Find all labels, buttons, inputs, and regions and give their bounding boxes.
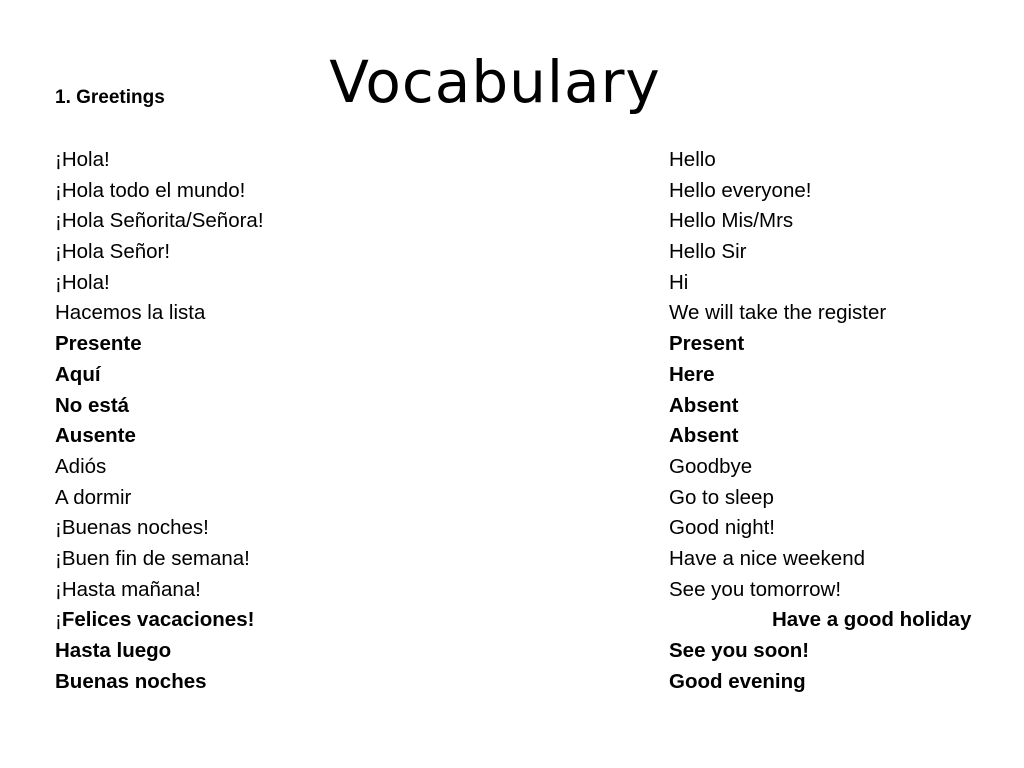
vocab-row [0, 667, 1024, 698]
english-translation: Present [669, 332, 745, 356]
vocab-row [0, 360, 1024, 391]
vocab-row [0, 544, 1024, 575]
spanish-phrase: Adiós [55, 454, 107, 478]
spanish-phrase: Hasta luego [55, 639, 172, 662]
spanish-phrase: ¡Hasta mañana! [55, 577, 201, 601]
spanish-phrase: No está [55, 393, 130, 417]
inverted-exclamation: ¡ [55, 608, 62, 632]
spanish-phrase: ¡Hola Señor! [55, 240, 171, 264]
vocab-row [0, 636, 1024, 667]
english-translation: Hello [669, 148, 716, 171]
vocab-row [0, 605, 1024, 636]
vocab-row [0, 145, 1024, 176]
english-translation: Absent [669, 393, 739, 417]
english-translation: See you soon! [669, 639, 810, 662]
english-translation: Have a nice weekend [669, 546, 866, 570]
vocab-row [0, 391, 1024, 422]
vocab-row [0, 206, 1024, 237]
english-translation: Have a good holiday [772, 608, 972, 632]
vocab-row [0, 452, 1024, 483]
spanish-phrase: ¡Hola todo el mundo! [55, 178, 246, 202]
spanish-phrase: ¡Buenas noches! [55, 516, 209, 540]
vocab-row [0, 329, 1024, 360]
vocab-row [0, 268, 1024, 299]
vocab-row [0, 483, 1024, 514]
vocab-row [0, 298, 1024, 329]
english-translation: Hello everyone! [669, 178, 812, 202]
slide-title: Vocabulary [329, 48, 661, 116]
spanish-phrase: Aquí [55, 362, 101, 386]
english-translation: We will take the register [669, 301, 887, 325]
spanish-phrase-text: Felices vacaciones! [61, 608, 255, 632]
spanish-phrase: ¡Hola! [55, 270, 110, 294]
section-heading: 1. Greetings [55, 87, 165, 108]
spanish-phrase: A dormir [55, 485, 132, 509]
vocab-row [0, 513, 1024, 544]
vocab-row [0, 176, 1024, 207]
english-translation: Here [669, 362, 715, 386]
english-translation: Good night! [669, 516, 775, 540]
vocab-row [0, 575, 1024, 606]
spanish-phrase: ¡Hola! [55, 148, 110, 171]
spanish-phrase: Ausente [55, 424, 136, 448]
english-translation: Hi [669, 270, 689, 294]
english-translation: See you tomorrow! [669, 577, 842, 601]
spanish-phrase: Buenas noches [55, 669, 207, 693]
vocab-row [0, 421, 1024, 452]
spanish-phrase [55, 605, 254, 636]
vocab-list [0, 145, 1024, 697]
spanish-phrase: ¡Hola Señorita/Señora! [55, 209, 264, 233]
spanish-phrase: Presente [55, 332, 142, 356]
spanish-phrase: ¡Buen fin de semana! [55, 546, 250, 570]
vocab-row [0, 237, 1024, 268]
english-translation: Absent [669, 424, 739, 448]
english-translation: Good evening [669, 669, 806, 693]
english-translation: Hello Mis/Mrs [669, 209, 794, 233]
english-translation: Goodbye [669, 454, 753, 478]
spanish-phrase: Hacemos la lista [55, 301, 206, 325]
english-translation: Hello Sir [669, 240, 747, 264]
english-translation: Go to sleep [669, 485, 774, 509]
